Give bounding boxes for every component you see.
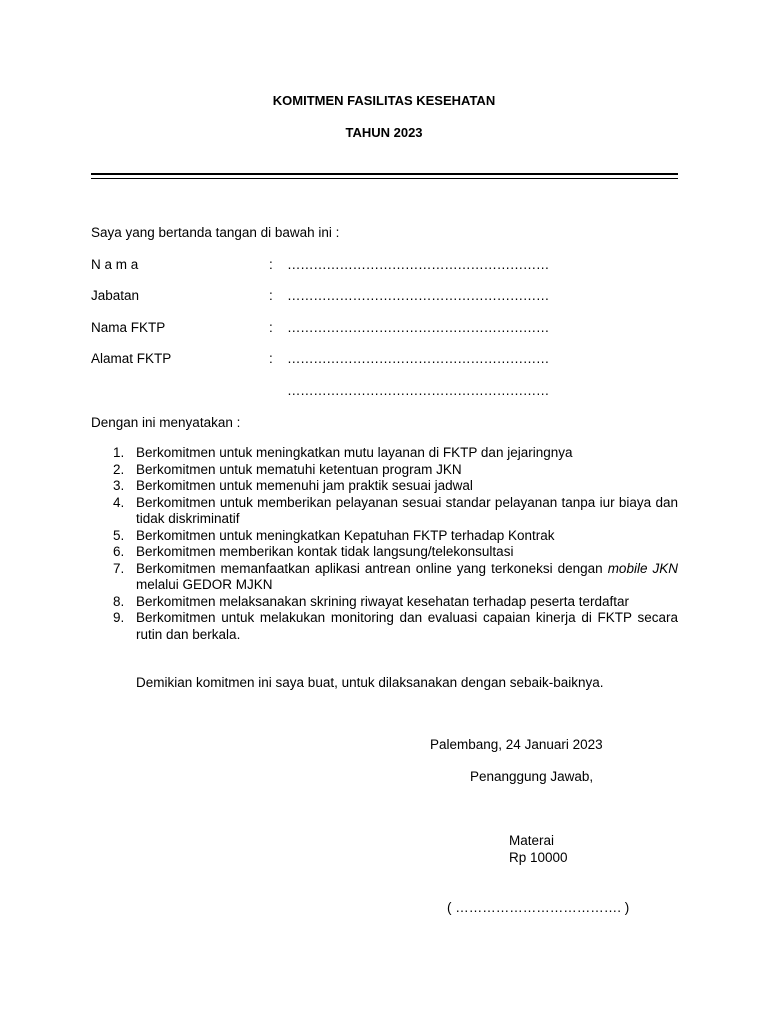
field-blank-alamat-fktp: …………………………………………………… (287, 351, 550, 366)
item-text: Berkomitmen untuk memberikan pelayanan sesuai standar pelayanan tanpa iur biaya dan tidak diskriminatif (136, 494, 678, 526)
field-blank-alamat-line2: …………………………………………………… (287, 383, 550, 398)
item-text-after: melalui GEDOR MJKN (136, 577, 273, 592)
intro-text: Saya yang bertanda tangan di bawah ini : (91, 225, 340, 240)
signer-title: Penanggung Jawab, (470, 769, 594, 784)
item-number: 3. (113, 478, 125, 493)
statement-intro: Dengan ini menyatakan : (91, 415, 241, 430)
field-blank-nama-fktp: …………………………………………………… (287, 320, 550, 335)
item-text: Berkomitmen untuk meningkatkan mutu layanan di FKTP dan jejaringnya (136, 445, 573, 460)
field-colon: : (269, 351, 273, 366)
item-number: 2. (113, 461, 125, 477)
list-item (91, 594, 678, 611)
field-label: N a m a (91, 257, 139, 272)
stamp-label: Materai (509, 833, 555, 848)
item-text: Berkomitmen untuk mematuhi ketentuan program JKN (136, 461, 462, 477)
item-number: 8. (113, 593, 125, 609)
document-title: KOMITMEN FASILITAS KESEHATAN (272, 93, 496, 108)
header-rule-top (91, 173, 678, 175)
field-blank-nama: …………………………………………………… (287, 257, 550, 272)
list-item (91, 544, 678, 561)
field-blank-jabatan: …………………………………………………… (287, 288, 550, 303)
field-label: Jabatan (91, 288, 140, 303)
item-text: Berkomitmen untuk memenuhi jam praktik sesuai jadwal (136, 478, 473, 493)
item-text: Berkomitmen memberikan kontak tidak langsung/telekonsultasi (136, 544, 514, 559)
item-number: 5. (113, 527, 125, 543)
item-text-italic: mobile JKN (607, 560, 678, 576)
list-item (91, 445, 678, 462)
field-label: Nama FKTP (91, 320, 166, 335)
document-year: TAHUN 2023 (345, 125, 423, 140)
list-item (91, 561, 678, 594)
list-item (91, 610, 678, 643)
item-number: 9. (113, 610, 125, 625)
item-text: Berkomitmen melaksanakan skrining riwayat kesehatan terhadap peserta terdaftar (136, 593, 630, 609)
place-date: Palembang, 24 Januari 2023 (430, 737, 603, 752)
item-number: 4. (113, 494, 125, 510)
item-number: 6. (113, 544, 125, 559)
field-colon: : (269, 288, 273, 303)
signature-line: ( ………………………………. ) (447, 900, 630, 915)
item-text-before: Berkomitmen memanfaatkan aplikasi antrean online yang terkoneksi dengan (136, 560, 608, 576)
list-item (91, 528, 678, 545)
commitment-list (91, 445, 678, 643)
item-number: 1. (113, 445, 125, 460)
field-colon: : (269, 320, 273, 335)
field-colon: : (269, 257, 273, 272)
list-item (91, 495, 678, 528)
field-label: Alamat FKTP (91, 351, 172, 366)
list-item (91, 462, 678, 479)
item-text: Berkomitmen untuk melakukan monitoring dan evaluasi capaian kinerja di FKTP secara rutin dan berkala. (136, 610, 678, 642)
stamp-amount: Rp 10000 (509, 850, 568, 865)
list-item (91, 478, 678, 495)
item-number: 7. (113, 560, 125, 576)
closing-statement: Demikian komitmen ini saya buat, untuk dilaksanakan dengan sebaik-baiknya. (136, 675, 604, 690)
header-rule-bottom (91, 178, 678, 179)
item-text: Berkomitmen untuk meningkatkan Kepatuhan FKTP terhadap Kontrak (136, 527, 555, 543)
